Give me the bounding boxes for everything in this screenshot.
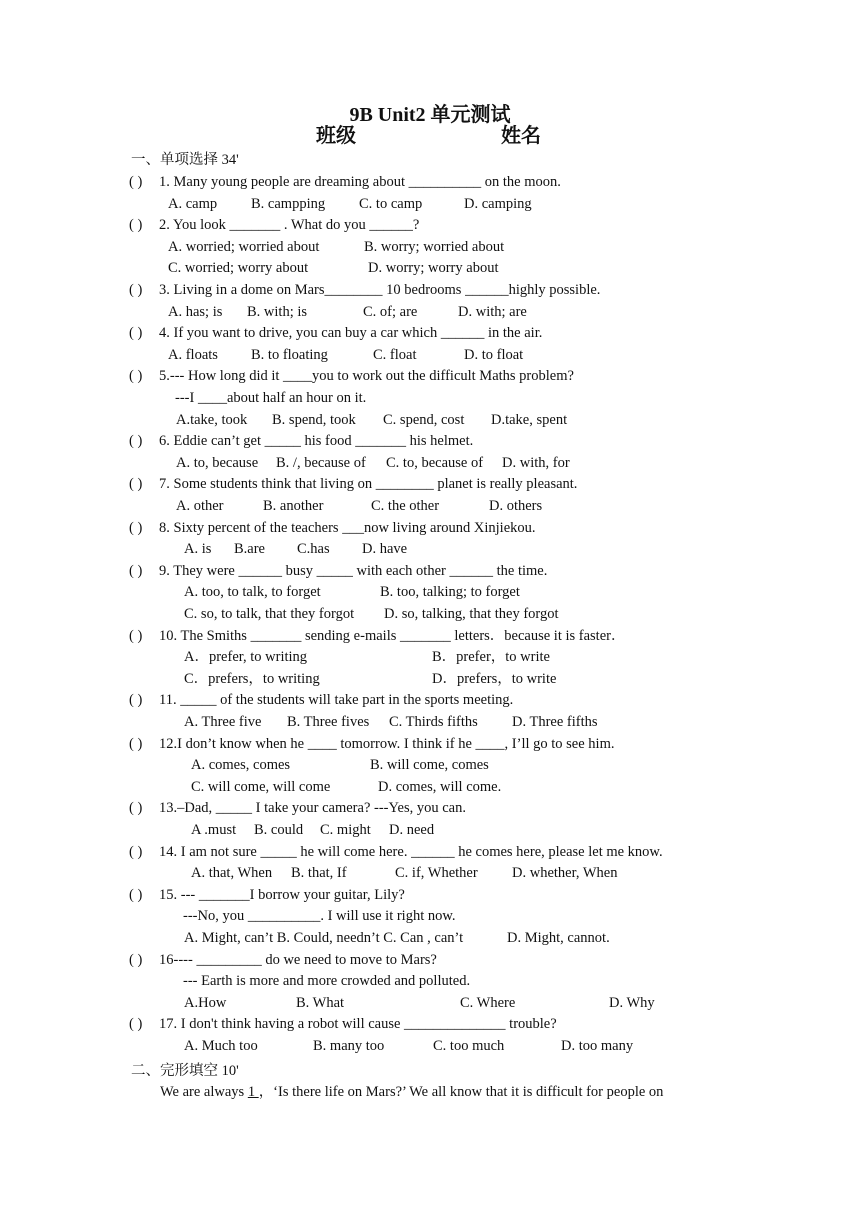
answer-option[interactable]: D. Why xyxy=(609,994,655,1011)
answer-option[interactable]: B．prefer，to write xyxy=(432,649,550,666)
question-text: 8. Sixty percent of the teachers ___now living around Xinjiekou. xyxy=(159,519,536,536)
answer-option[interactable]: D. camping xyxy=(464,195,532,212)
answer-paren[interactable]: ( ) xyxy=(129,476,143,493)
answer-option[interactable]: D. Three fifths xyxy=(512,714,598,730)
answer-option[interactable]: D. too many xyxy=(561,1038,634,1054)
answer-option[interactable]: C. Where xyxy=(460,994,516,1011)
answer-option[interactable]: A. floats xyxy=(168,346,218,363)
question-text: 4. If you want to drive, you can buy a car which ______ in the air. xyxy=(159,325,543,342)
answer-option[interactable]: C. float xyxy=(373,346,417,363)
answer-option[interactable]: A. Much too xyxy=(184,1038,258,1054)
answer-option[interactable]: C. might xyxy=(320,822,371,838)
answer-paren[interactable]: ( ) xyxy=(129,174,143,190)
question-text: 15. --- _______I borrow your guitar, Lily? xyxy=(159,886,405,903)
question-text: 6. Eddie can’t get _____ his food _______ his helmet. xyxy=(159,433,474,450)
answer-option[interactable]: A. is xyxy=(184,541,212,558)
question-text: 5.--- How long did it ____you to work out the difficult Maths problem? xyxy=(159,368,574,385)
question-text: 17. I don't think having a robot will cause ______________ trouble? xyxy=(159,1016,557,1033)
answer-option[interactable]: B. to floating xyxy=(251,346,328,363)
answer-option[interactable]: C. to camp xyxy=(359,195,423,212)
answer-option[interactable]: D．prefers，to write xyxy=(432,670,557,687)
answer-option[interactable]: A. to, because xyxy=(176,454,259,471)
answer-option[interactable]: A .must xyxy=(191,822,237,838)
answer-option[interactable]: D. with; are xyxy=(458,303,527,320)
question-text: 14. I am not sure _____ he will come here. ______ he comes here, please let me know. xyxy=(159,843,663,860)
question-text: 10. The Smiths _______ sending e-mails _______ letters．because it is faster． xyxy=(159,627,626,644)
question-text: 3. Living in a dome on Mars________ 10 bedrooms ______highly possible. xyxy=(159,282,601,298)
answer-option[interactable]: B. worry; worried about xyxy=(364,238,505,255)
answer-paren[interactable]: ( ) xyxy=(129,217,143,234)
answer-option[interactable]: D. to float xyxy=(464,346,524,363)
question-text: 13.–Dad, _____ I take your camera? ---Yes, you can. xyxy=(159,800,466,817)
answer-option[interactable]: A．prefer, to writing xyxy=(184,649,308,666)
answer-paren[interactable]: ( ) xyxy=(129,562,143,579)
answer-option[interactable]: D. Might, cannot. xyxy=(507,930,610,946)
cloze-text-post: ，‘Is there life on Mars?’ We all know that it is difficult for people on xyxy=(258,1084,664,1100)
answer-option[interactable]: C. worried; worry about xyxy=(168,260,309,277)
answer-option[interactable]: B. could xyxy=(254,822,304,838)
answer-option[interactable]: C.has xyxy=(297,541,330,558)
answer-option[interactable]: B. What xyxy=(296,994,345,1011)
answer-option[interactable]: C. spend, cost xyxy=(383,411,465,428)
answer-paren[interactable]: ( ) xyxy=(129,325,143,342)
answer-paren[interactable]: ( ) xyxy=(129,519,143,536)
answer-option[interactable]: A.How xyxy=(184,994,227,1011)
answer-paren[interactable]: ( ) xyxy=(129,1016,143,1033)
answer-paren[interactable]: ( ) xyxy=(129,282,143,298)
answer-option[interactable]: A. too, to talk, to forget xyxy=(184,584,321,601)
answer-option[interactable]: C. if, Whether xyxy=(395,865,478,882)
answer-option[interactable]: C. the other xyxy=(371,498,440,514)
question-text: 16---- _________ do we need to move to Mars? xyxy=(159,951,437,968)
answer-option[interactable]: A. camp xyxy=(168,195,218,212)
answer-paren[interactable]: ( ) xyxy=(129,692,143,709)
answer-option[interactable]: C. of; are xyxy=(363,303,418,320)
answer-option[interactable]: C. Thirds fifths xyxy=(389,714,478,730)
answer-option[interactable]: A. has; is xyxy=(168,303,223,320)
cloze-passage-line xyxy=(160,1083,663,1101)
cloze-blank-1: 1 xyxy=(247,1084,259,1100)
question-subline: ---I ____about half an hour on it. xyxy=(175,390,367,406)
class-label: 班级 xyxy=(316,125,356,147)
answer-option[interactable]: D. so, talking, that they forgot xyxy=(384,606,559,622)
answer-option[interactable]: B. /, because of xyxy=(276,454,366,471)
answer-paren[interactable]: ( ) xyxy=(129,951,143,968)
question-subline: ---No, you __________. I will use it right now. xyxy=(183,908,456,925)
question-subline: --- Earth is more and more crowded and polluted. xyxy=(183,973,471,990)
answer-option[interactable]: D. comes, will come. xyxy=(378,778,502,795)
answer-paren[interactable]: ( ) xyxy=(129,433,143,450)
answer-option[interactable]: B. will come, comes xyxy=(370,757,489,774)
question-text: 9. They were ______ busy _____ with each other ______ the time. xyxy=(159,562,548,579)
page-title: 9B Unit2 单元测试 xyxy=(349,104,511,126)
question-text: 11. _____ of the students will take part in the sports meeting. xyxy=(159,692,514,709)
answer-paren[interactable]: ( ) xyxy=(129,800,143,817)
question-text: 1. Many young people are dreaming about __________ on the moon. xyxy=(159,174,561,190)
answer-option[interactable]: A. worried; worried about xyxy=(168,238,320,255)
answer-option[interactable]: B. another xyxy=(263,498,324,514)
answer-option[interactable]: A.take, took xyxy=(176,411,248,428)
question-text: 12.I don’t know when he ____ tomorrow. I think if he ____, I’ll go to see him. xyxy=(159,735,615,752)
answer-option[interactable]: C. too much xyxy=(433,1038,505,1054)
answer-option[interactable]: D. whether, When xyxy=(512,865,618,882)
answer-paren[interactable]: ( ) xyxy=(129,886,143,903)
answer-option[interactable]: C．prefers，to writing xyxy=(184,670,320,687)
answer-paren[interactable]: ( ) xyxy=(129,627,143,644)
answer-option[interactable]: A. Three five xyxy=(184,714,262,730)
answer-option[interactable]: D.take, spent xyxy=(491,411,568,428)
name-label: 姓名 xyxy=(501,125,541,147)
answer-option[interactable]: B. too, talking; to forget xyxy=(380,584,520,601)
section-heading-single-choice: 一、单项选择 34' xyxy=(131,152,239,168)
answer-paren[interactable]: ( ) xyxy=(129,843,143,860)
answer-option[interactable]: B. with; is xyxy=(247,303,308,320)
answer-paren[interactable]: ( ) xyxy=(129,735,143,752)
answer-option[interactable]: A. comes, comes xyxy=(191,757,291,774)
answer-option[interactable]: B.are xyxy=(234,541,265,558)
question-text: 2. You look _______ . What do you ______? xyxy=(159,217,420,234)
question-text: 7. Some students think that living on ________ planet is really pleasant. xyxy=(159,476,578,493)
answer-option[interactable]: B. Three fives xyxy=(287,714,370,730)
answer-option[interactable]: D. need xyxy=(389,822,435,838)
answer-option[interactable]: A. that, When xyxy=(191,865,273,882)
section-heading-cloze: 二、完形填空 10' xyxy=(131,1063,239,1079)
answer-option[interactable]: B. spend, took xyxy=(272,411,356,428)
answer-paren[interactable]: ( ) xyxy=(129,368,143,385)
answer-option[interactable]: D. others xyxy=(489,498,543,514)
answer-option[interactable]: C. will come, will come xyxy=(191,778,331,795)
answer-option[interactable]: A. Might, can’t B. Could, needn’t C. Can , can’t xyxy=(184,930,464,946)
answer-option[interactable]: B. that, If xyxy=(291,865,347,882)
answer-option[interactable]: D. with, for xyxy=(502,454,570,471)
answer-option[interactable]: D. have xyxy=(362,541,408,558)
answer-option[interactable]: D. worry; worry about xyxy=(368,260,499,277)
answer-option[interactable]: C. so, to talk, that they forgot xyxy=(184,606,355,622)
cloze-text-pre: We are always xyxy=(160,1084,248,1100)
answer-option[interactable]: B. many too xyxy=(313,1038,385,1054)
answer-option[interactable]: B. campping xyxy=(251,195,326,212)
answer-option[interactable]: C. to, because of xyxy=(386,454,484,471)
answer-option[interactable]: A. other xyxy=(176,498,224,514)
